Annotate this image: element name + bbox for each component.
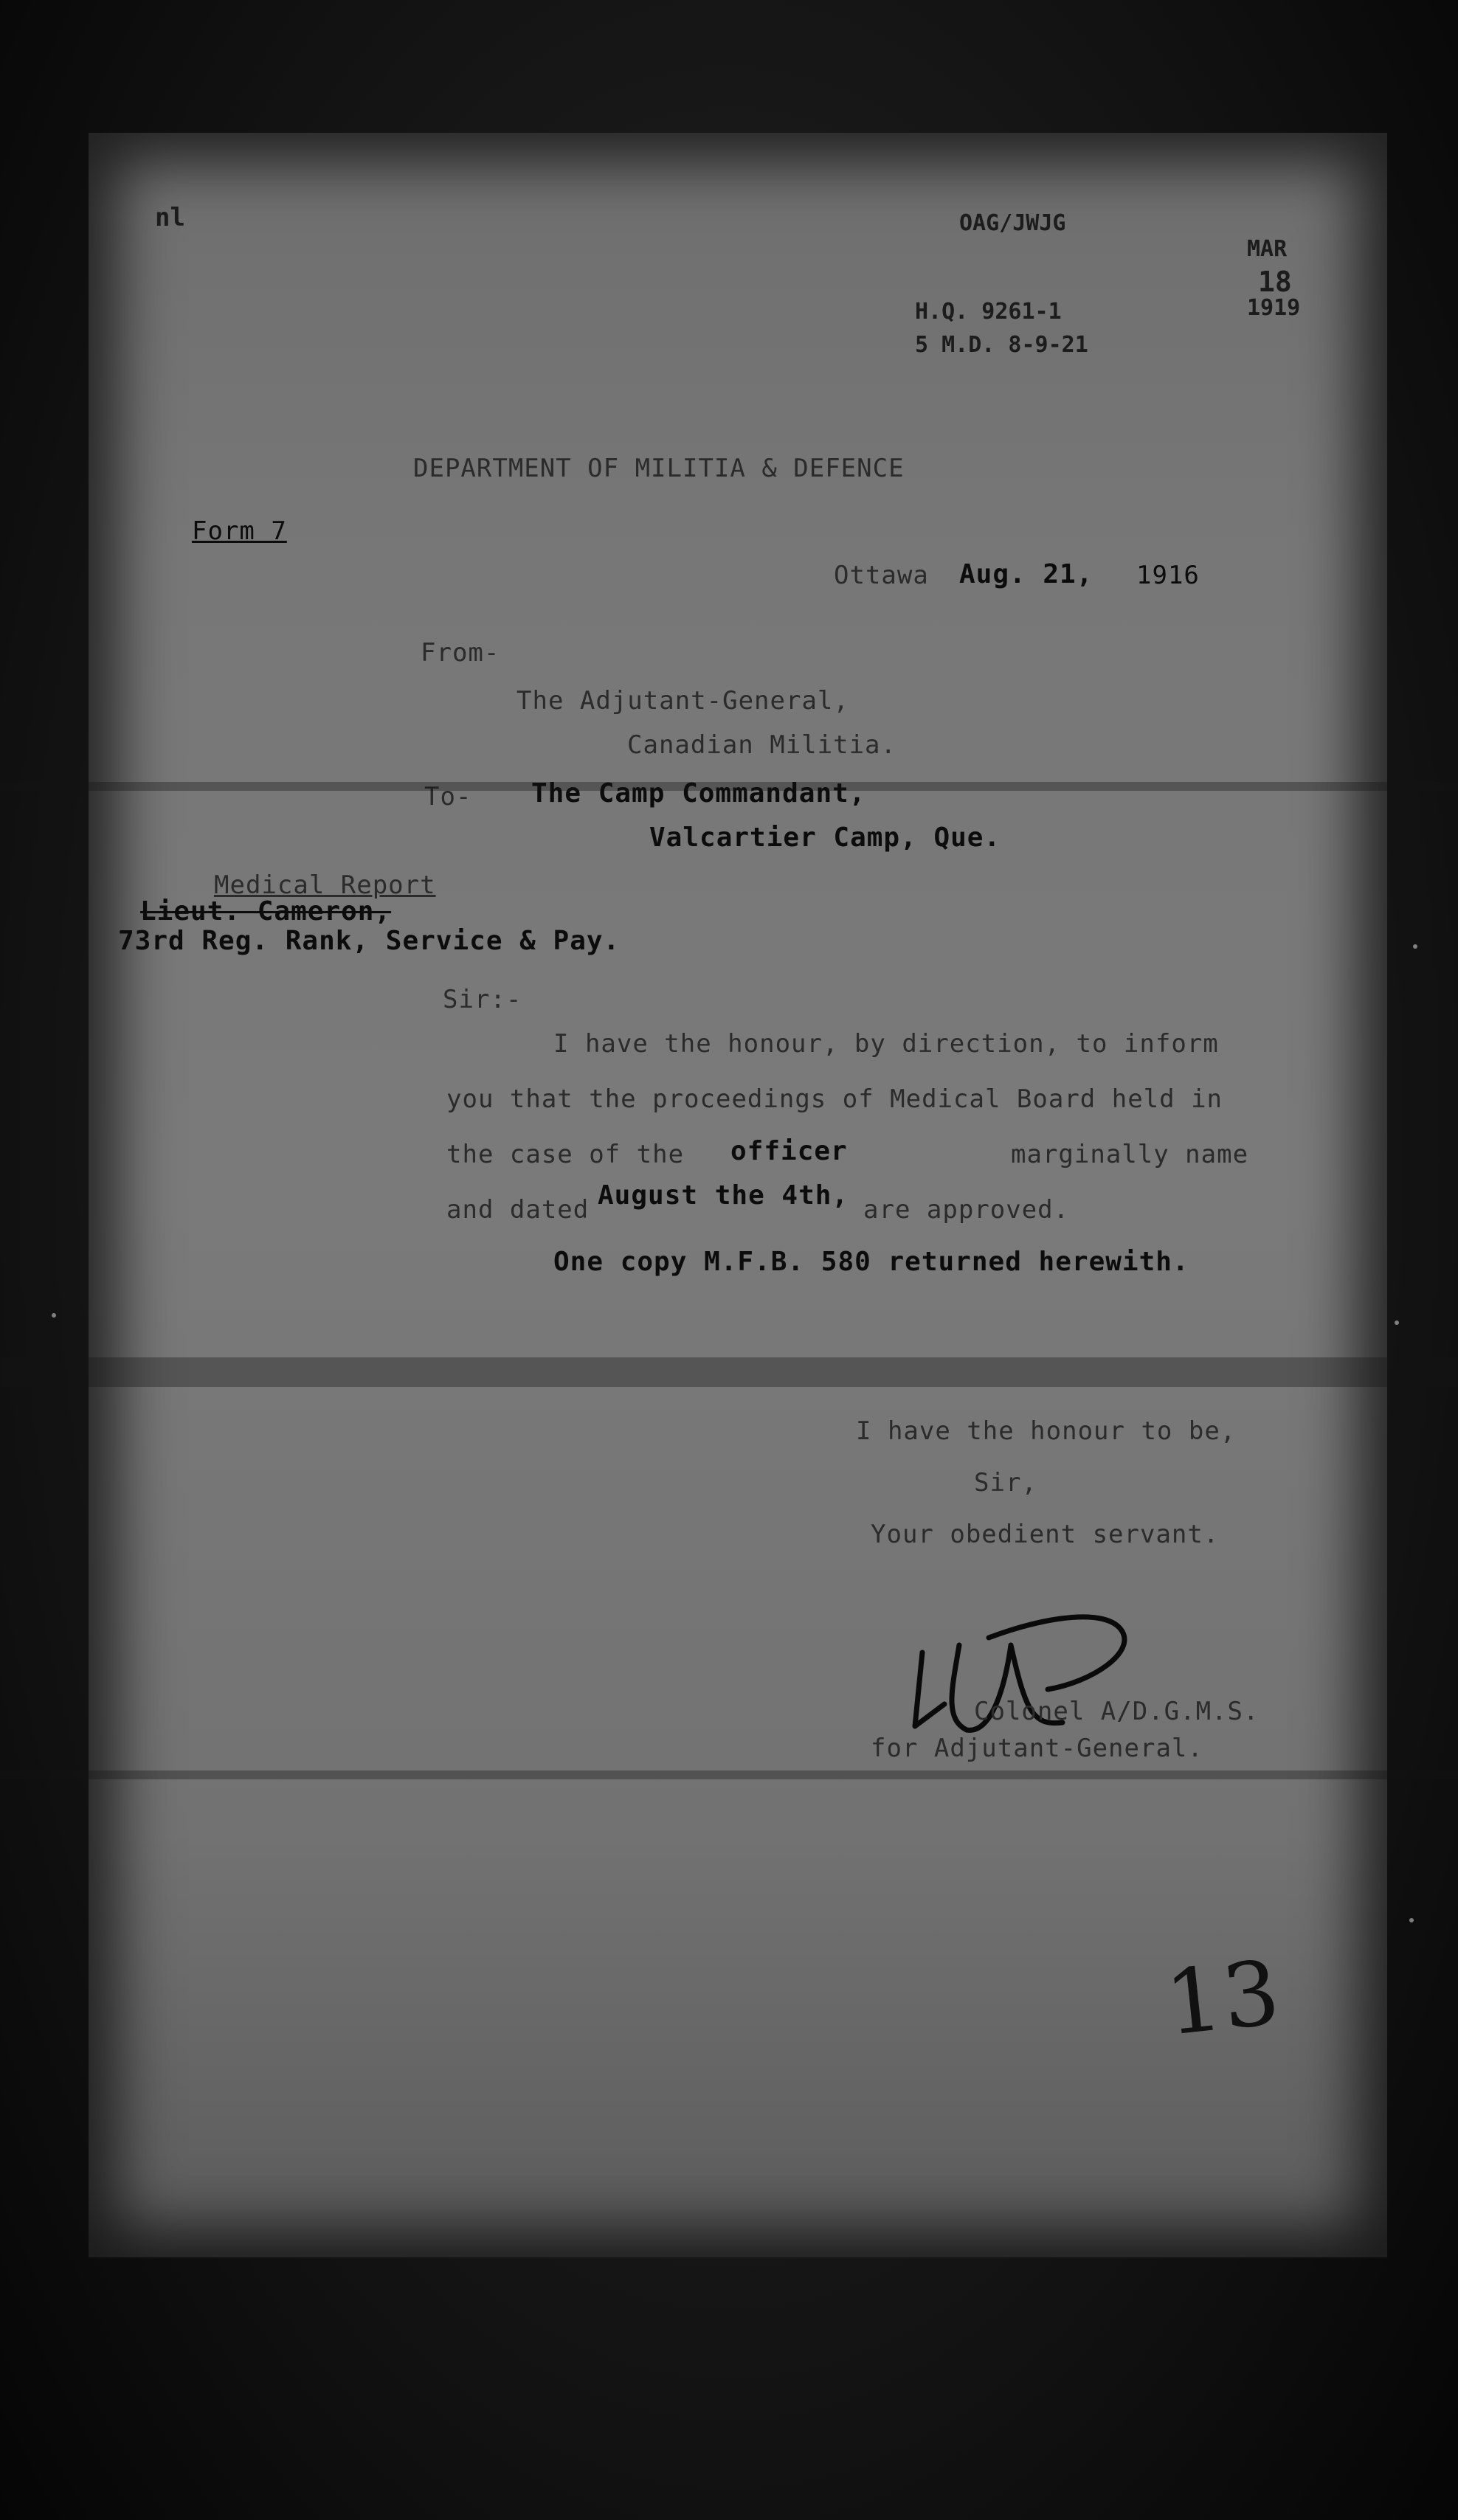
body-line-1: I have the honour, by direction, to inform (553, 1029, 1219, 1059)
scan-speck (52, 1313, 56, 1318)
signature-title: Colonel A/D.G.M.S. (974, 1697, 1260, 1726)
date-day: Aug. 21, (959, 559, 1094, 589)
body-line-3a: the case of the (446, 1140, 685, 1169)
closing-line-3: Your obedient servant. (871, 1520, 1220, 1549)
scan-band (0, 1770, 1458, 1779)
from-line2: Canadian Militia. (627, 730, 896, 760)
margin-annotation: 13 (1161, 1942, 1285, 2056)
body-line-3c: marginally name (1011, 1140, 1249, 1169)
closing-line-1: I have the honour to be, (856, 1416, 1237, 1446)
scan-speck (1395, 1320, 1399, 1325)
scan-speck (1413, 944, 1417, 949)
corner-mark: nl (155, 203, 185, 232)
department-heading: DEPARTMENT OF MILITIA & DEFENCE (413, 454, 905, 483)
to-label: To- (424, 782, 472, 811)
from-label: From- (421, 638, 500, 668)
to-line1: The Camp Commandant, (531, 778, 866, 809)
handwritten-signature (900, 1601, 1166, 1748)
document-page (89, 133, 1387, 2257)
scan-band (0, 1357, 1458, 1387)
date-year: 1916 (1136, 561, 1200, 590)
body-line-2: you that the proceedings of Medical Board held in (446, 1084, 1223, 1114)
subject-unit: 73rd Reg. Rank, Service & Pay. (118, 926, 621, 956)
to-line2: Valcartier Camp, Que. (649, 823, 1001, 853)
body-line-4c: are approved. (863, 1195, 1070, 1225)
from-line1: The Adjutant-General, (516, 686, 849, 716)
subject-officer: Lieut. Cameron, (140, 896, 392, 927)
body-line-3b: officer (730, 1136, 848, 1166)
signature-for: for Adjutant-General. (871, 1734, 1203, 1763)
salutation: Sir:- (443, 985, 522, 1014)
body-line-4b: August the 4th, (598, 1180, 849, 1211)
closing-line-2: Sir, (974, 1468, 1037, 1498)
file-reference: OAG/JWJG (959, 210, 1066, 236)
stamp-day: 18 (1258, 266, 1292, 298)
md-reference: 5 M.D. 8-9-21 (915, 332, 1088, 358)
scan-band (0, 782, 1458, 791)
form-number: Form 7 (192, 516, 287, 546)
stamp-month: MAR (1247, 236, 1288, 262)
hq-reference: H.Q. 9261-1 (915, 299, 1062, 325)
stamp-year: 1919 (1247, 295, 1301, 321)
body-line-4a: and dated (446, 1195, 590, 1225)
date-place: Ottawa (834, 561, 929, 590)
scan-speck (1409, 1918, 1414, 1922)
body-line-5: One copy M.F.B. 580 returned herewith. (553, 1247, 1189, 1277)
subject-title: Medical Report (214, 870, 436, 900)
received-stamp (1240, 195, 1336, 321)
